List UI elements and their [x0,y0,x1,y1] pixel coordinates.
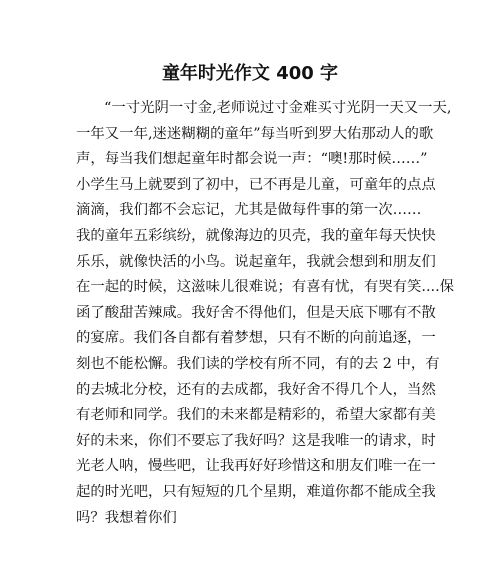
paragraph-line: 的宴席。我们各自都有着梦想，只有不断的向前追逐，一 [76,330,436,347]
paragraph-line: “一寸光阴一寸金,老师说过寸金难买寸光阴一天又一天, [104,100,452,116]
paragraph-line: 有老师和同学。我们的未来都是精彩的，希望大家都有美 [76,407,436,424]
paragraph-line: 我的童年五彩缤纷，就像海边的贝壳，我的童年每天快快 [76,227,436,244]
paragraph-line: 滴滴，我们都不会忘记，尤其是做每件事的第一次…… [76,202,422,219]
paragraph-line: 小学生马上就要到了初中，已不再是儿童，可童年的点点 [76,176,436,193]
paragraph-line: 一年又一年,迷迷糊糊的童年”每当听到罗大佑那动人的歌 [76,125,434,142]
paragraph-line: 声，每当我们想起童年时都会说一声：“噢!那时候……” [76,151,428,168]
paragraph-line: 在一起的时候，这滋味儿很难说；有喜有忧，有哭有笑....保 [76,279,455,296]
paragraph-line: 的去城北分校，还有的去成都，我好舍不得几个人，当然 [76,381,436,398]
paragraph-line: 刻也不能松懈。我们读的学校有所不同，有的去 2 中，有 [76,355,440,372]
article-title: 童年时光作文 400 字 [161,63,339,84]
paragraph-line: 乐乐，就像快活的小鸟。说起童年，我就会想到和朋友们 [76,253,436,270]
article-body [76,96,456,531]
paragraph-line: 起的时光吧，只有短短的几个星期，难道你都不能成全我 [76,483,436,500]
paragraph-line: 光老人呐，慢些吧，让我再好好珍惜这和朋友们唯一在一 [76,458,436,475]
paragraph-line: 函了酸甜苦辣咸。我好舍不得他们，但是天底下哪有不散 [76,304,436,321]
paragraph-line: 好的未来，你们不要忘了我好吗？这是我唯一的请求，时 [76,432,436,449]
paragraph-line: 吗？我想着你们 [76,509,177,526]
